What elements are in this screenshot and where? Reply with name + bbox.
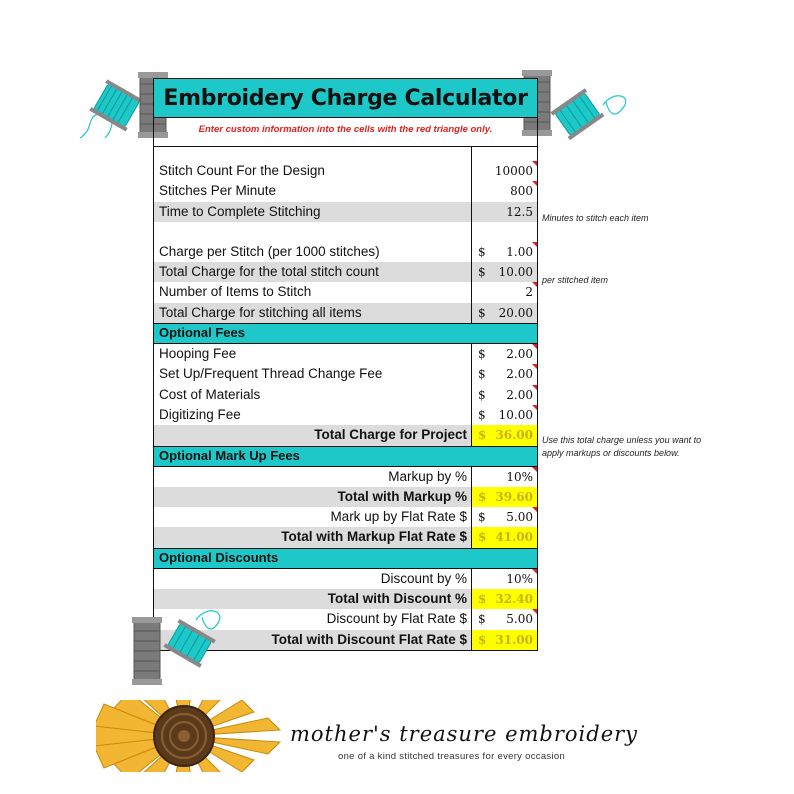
markup-flat-input[interactable]: $ 5.00: [472, 507, 537, 527]
row-label: Total Charge for stitching all items: [154, 303, 472, 323]
input-marker-icon: [532, 405, 537, 410]
instruction-text: Enter custom information into the cells with the red triangle only.: [153, 118, 538, 146]
charge-per-stitch-input[interactable]: $ 1.00: [472, 242, 537, 262]
row-label: Total with Discount Flat Rate $: [154, 630, 472, 650]
thread-spool-icon: [548, 80, 638, 150]
row-discount-percent: [154, 569, 537, 589]
row-total-project: [154, 425, 537, 445]
note-per-item: per stitched item: [542, 275, 609, 285]
row-markup-percent: [154, 467, 537, 487]
section-optional-fees: Optional Fees: [154, 323, 537, 344]
row-label: Hooping Fee: [154, 344, 472, 364]
input-marker-icon: [532, 364, 537, 369]
section-optional-markup: Optional Mark Up Fees: [154, 446, 537, 467]
row-label: Total with Markup %: [154, 487, 472, 507]
calculator-grid: [153, 146, 538, 651]
discount-percent-input[interactable]: 10%: [472, 569, 537, 589]
input-marker-icon: [532, 467, 537, 472]
row-label: Stitch Count For the Design: [154, 161, 472, 181]
row-label: Number of Items to Stitch: [154, 282, 472, 302]
note-time: Minutes to stitch each item: [542, 213, 649, 223]
row-setup-fee: [154, 364, 537, 384]
row-time-to-complete: [154, 202, 537, 222]
row-label: Total Charge for Project: [154, 425, 472, 445]
input-marker-icon: [532, 385, 537, 390]
row-label: Discount by %: [154, 569, 472, 589]
input-marker-icon: [532, 282, 537, 287]
row-label: Markup by %: [154, 467, 472, 487]
spacer-row: [154, 222, 537, 242]
total-discount-percent-value: $ 32.40: [472, 589, 537, 609]
row-label: Charge per Stitch (per 1000 stitches): [154, 242, 472, 262]
row-label: Digitizing Fee: [154, 405, 472, 425]
input-marker-icon: [532, 507, 537, 512]
input-marker-icon: [532, 161, 537, 166]
row-total-markup-percent: [154, 487, 537, 507]
row-label: Cost of Materials: [154, 385, 472, 405]
total-all-items-value: $ 20.00: [472, 303, 537, 323]
row-label: Stitches Per Minute: [154, 181, 472, 201]
time-to-complete-value: 12.5: [472, 202, 537, 222]
cost-of-materials-input[interactable]: $ 2.00: [472, 385, 537, 405]
number-of-items-input[interactable]: 2: [472, 282, 537, 302]
input-marker-icon: [532, 609, 537, 614]
row-label: Total with Discount %: [154, 589, 472, 609]
calculator-title-bar: [153, 78, 538, 118]
setup-fee-input[interactable]: $ 2.00: [472, 364, 537, 384]
input-marker-icon: [532, 242, 537, 247]
spacer-row: [154, 147, 537, 161]
row-hooping-fee: [154, 344, 537, 364]
digitizing-fee-input[interactable]: $ 10.00: [472, 405, 537, 425]
row-label: Discount by Flat Rate $: [154, 609, 472, 629]
note-total-line1: Use this total charge unless you want to: [542, 435, 702, 445]
row-label: Mark up by Flat Rate $: [154, 507, 472, 527]
brand-name: mother's treasure embroidery: [290, 722, 639, 746]
input-marker-icon: [532, 181, 537, 186]
total-markup-flat-value: $ 41.00: [472, 527, 537, 547]
row-label: Time to Complete Stitching: [154, 202, 472, 222]
total-markup-percent-value: $ 39.60: [472, 487, 537, 507]
row-markup-flat: [154, 507, 537, 527]
total-discount-flat-value: $ 31.00: [472, 630, 537, 650]
row-cost-of-materials: [154, 385, 537, 405]
row-stitch-count: [154, 161, 537, 181]
row-number-of-items: [154, 282, 537, 302]
stitch-count-input[interactable]: 10000: [472, 161, 537, 181]
stitches-per-minute-input[interactable]: 800: [472, 181, 537, 201]
total-stitch-charge-value: $ 10.00: [472, 262, 537, 282]
note-total-line2: apply markups or discounts below.: [542, 448, 680, 458]
markup-percent-input[interactable]: 10%: [472, 467, 537, 487]
row-total-all-items: [154, 303, 537, 323]
row-total-stitch-charge: [154, 262, 537, 282]
input-marker-icon: [532, 344, 537, 349]
input-marker-icon: [532, 569, 537, 574]
row-label: Set Up/Frequent Thread Change Fee: [154, 364, 472, 384]
row-label: Total Charge for the total stitch count: [154, 262, 472, 282]
page-title: Embroidery Charge Calculator: [163, 85, 528, 111]
row-charge-per-stitch: [154, 242, 537, 262]
row-label: Total with Markup Flat Rate $: [154, 527, 472, 547]
row-digitizing-fee: [154, 405, 537, 425]
total-project-value: $ 36.00: [472, 425, 537, 445]
discount-flat-input[interactable]: $ 5.00: [472, 609, 537, 629]
section-optional-discounts: Optional Discounts: [154, 548, 537, 569]
row-stitches-per-minute: [154, 181, 537, 201]
brand-tagline: one of a kind stitched treasures for every occasion: [338, 751, 566, 762]
thread-spool-icon: [156, 605, 236, 669]
hooping-fee-input[interactable]: $ 2.00: [472, 344, 537, 364]
row-total-markup-flat: [154, 527, 537, 547]
